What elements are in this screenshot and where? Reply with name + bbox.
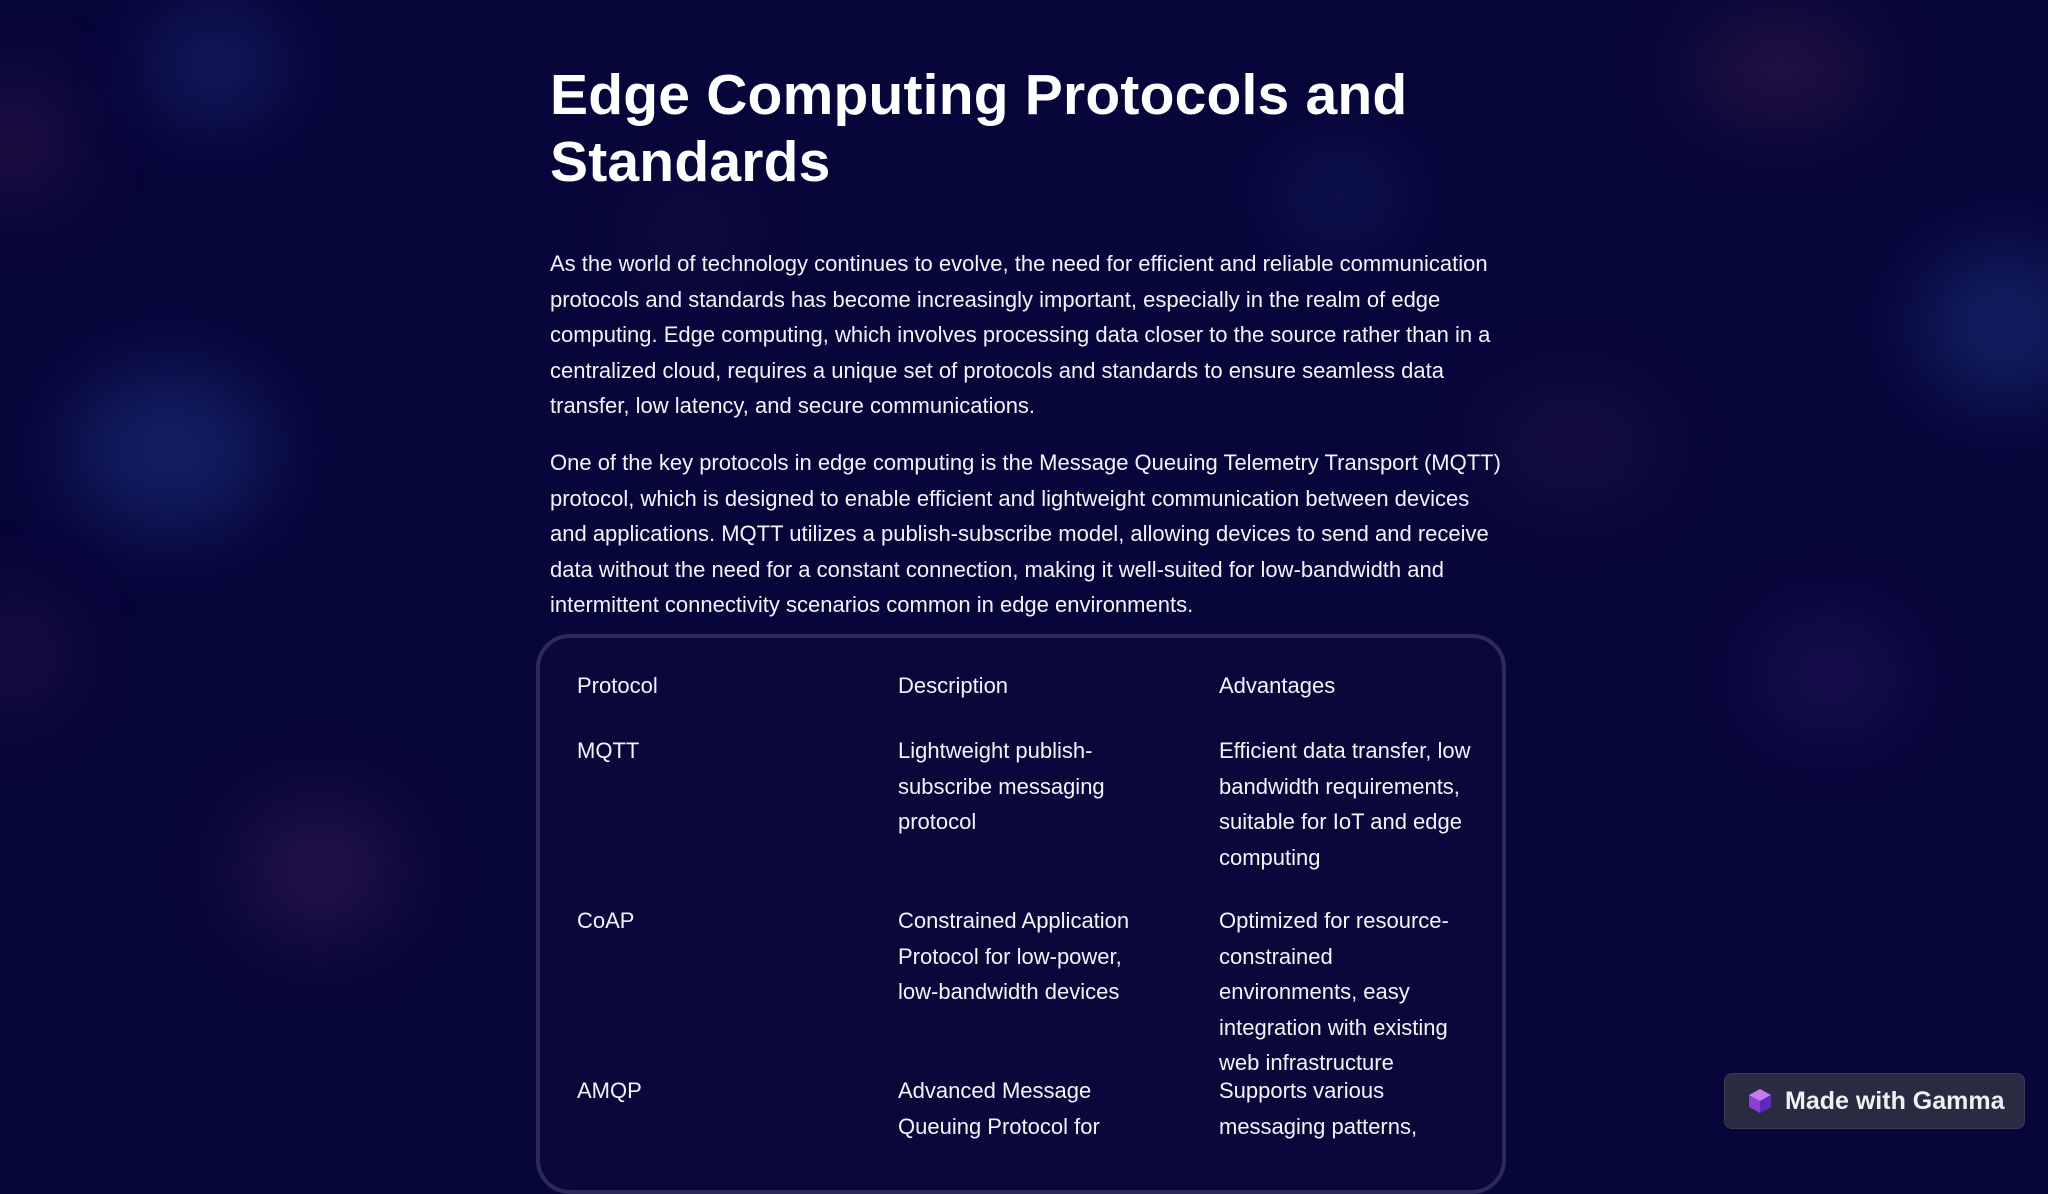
page-title: Edge Computing Protocols and Standards (550, 63, 1408, 194)
table-cell-description: Lightweight publish-subscribe messaging protocol (898, 738, 1105, 834)
table-cell-protocol: CoAP (577, 908, 635, 933)
bokeh-light (0, 600, 60, 710)
bokeh-light (0, 80, 70, 200)
table-header-protocol: Protocol (577, 673, 658, 698)
protocols-table (536, 634, 1506, 1194)
badge-label: Made with Gamma (1785, 1086, 2005, 1115)
slide-content (550, 62, 1510, 617)
bokeh-light (70, 370, 270, 530)
table-cell-description: Advanced Message Queuing Protocol for (898, 1078, 1100, 1139)
table-header-description: Description (898, 673, 1009, 698)
table-cell-protocol: MQTT (577, 738, 640, 763)
bokeh-light (1690, 20, 1870, 120)
made-with-gamma-badge[interactable] (1724, 1073, 2025, 1129)
bokeh-light (1760, 620, 1900, 730)
table-cell-protocol: AMQP (577, 1078, 642, 1103)
table-cell-advantages: Optimized for resource-constrained environments, easy integration with existing web infrastructure (1219, 908, 1449, 1075)
table-header-advantages: Advantages (1219, 673, 1336, 698)
bokeh-light (240, 800, 400, 940)
intro-paragraph: As the world of technology continues to evolve, the need for efficient and reliable communication protocols and standards has become increasingly important, especially in the realm of edge computing. Edge computing, which involves processing data closer to the source rather than in a centralized cloud, requires a unique set of protocols and standards to ensure seamless data transfer, low latency, and secure communications. (550, 251, 1491, 418)
gamma-logo-icon (1747, 1088, 1773, 1114)
table-cell-advantages: Efficient data transfer, low bandwidth requirements, suitable for IoT and edge computing (1219, 738, 1471, 870)
bokeh-light (150, 10, 280, 120)
mqtt-paragraph: One of the key protocols in edge computing is the Message Queuing Telemetry Transport (MQTT) protocol, which is designed to enable efficient and lightweight communication between devices and applications. MQTT utilizes a publish-subscribe model, allowing devices to send and receive data without the need for a constant connection, making it well-suited for low-bandwidth and intermittent connectivity scenarios common in edge environments. (550, 450, 1501, 617)
bokeh-light (1920, 250, 2048, 400)
bokeh-light (1490, 390, 1660, 500)
table-cell-description: Constrained Application Protocol for low-power, low-bandwidth devices (898, 908, 1130, 1004)
table-cell-advantages: Supports various messaging patterns, (1219, 1078, 1418, 1139)
